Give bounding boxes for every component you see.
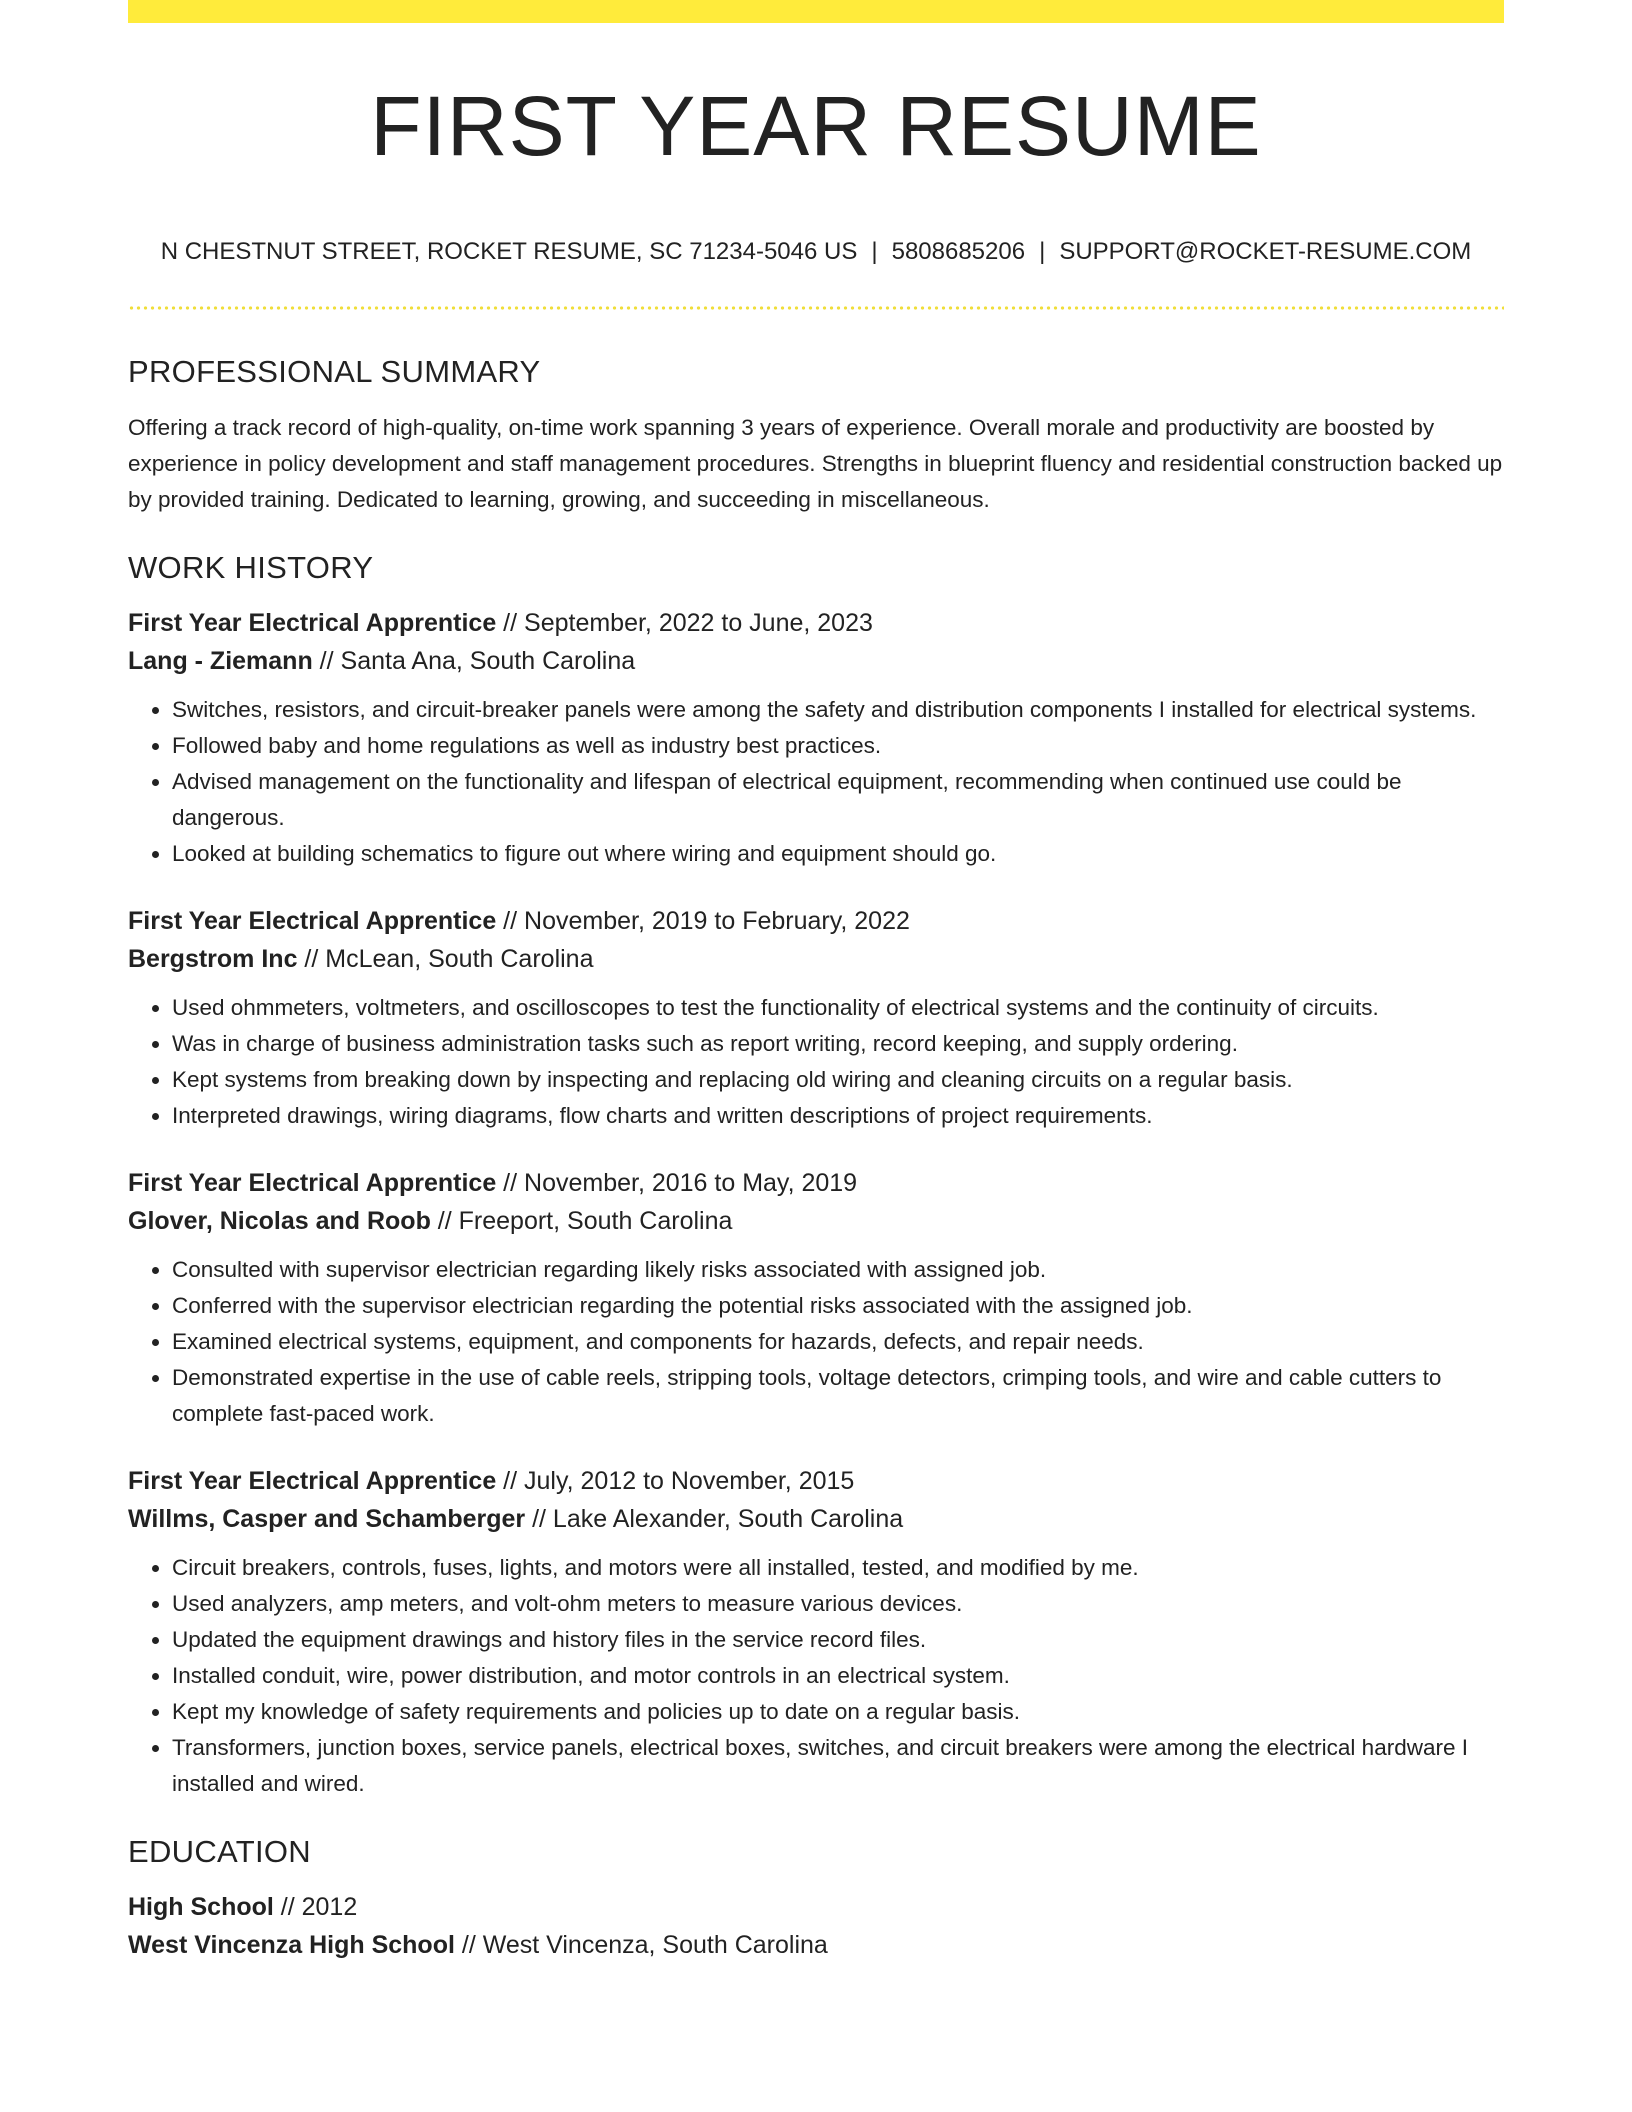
job-entry xyxy=(128,902,1504,1134)
resume-content xyxy=(128,354,1504,1964)
job-dates: // September, 2022 to June, 2023 xyxy=(496,609,873,637)
job-location: // McLean, South Carolina xyxy=(297,945,594,973)
list-item: • Followed baby and home regulations as well as industry best practices. xyxy=(172,728,1504,764)
contact-separator: | xyxy=(871,238,878,265)
job-company-line xyxy=(128,1500,1504,1538)
list-item: • Used analyzers, amp meters, and volt-ohm meters to measure various devices. xyxy=(172,1586,1504,1622)
contact-line xyxy=(128,238,1504,266)
list-item: • Kept systems from breaking down by inspecting and replacing old wiring and cleaning circuits on a regular basis. xyxy=(172,1062,1504,1098)
job-company: Lang - Ziemann xyxy=(128,647,313,675)
dotted-divider xyxy=(128,306,1504,310)
job-dates: // November, 2016 to May, 2019 xyxy=(496,1169,858,1197)
job-location: // Lake Alexander, South Carolina xyxy=(525,1505,904,1533)
list-item: • Switches, resistors, and circuit-breaker panels were among the safety and distribution components I installed for electrical systems. xyxy=(172,692,1504,728)
list-item: • Interpreted drawings, wiring diagrams, flow charts and written descriptions of project requirements. xyxy=(172,1098,1504,1134)
job-location: // Santa Ana, South Carolina xyxy=(312,647,636,675)
list-item: • Kept my knowledge of safety requirements and policies up to date on a regular basis. xyxy=(172,1694,1504,1730)
list-item: • Used ohmmeters, voltmeters, and oscilloscopes to test the functionality of electrical systems and the continuity of circuits. xyxy=(172,990,1504,1026)
job-dates: // November, 2019 to February, 2022 xyxy=(496,907,910,935)
job-entry xyxy=(128,604,1504,872)
job-company: Willms, Casper and Schamberger xyxy=(128,1505,526,1533)
list-item: • Consulted with supervisor electrician regarding likely risks associated with assigned job. xyxy=(172,1252,1504,1288)
resume-title: FIRST YEAR RESUME xyxy=(370,79,1262,173)
contact-address: N CHESTNUT STREET, ROCKET RESUME, SC 71234-5046 US xyxy=(160,238,858,265)
job-company-line xyxy=(128,1202,1504,1240)
education-location: // West Vincenza, South Carolina xyxy=(454,1931,828,1959)
list-item: • Conferred with the supervisor electrician regarding the potential risks associated with the assigned job. xyxy=(172,1288,1504,1324)
work-history-section xyxy=(128,550,1504,1802)
job-entry xyxy=(128,1164,1504,1432)
top-accent-bar xyxy=(128,0,1504,23)
contact-phone: 5808685206 xyxy=(891,238,1026,265)
summary-section xyxy=(128,354,1504,518)
section-heading-summary: PROFESSIONAL SUMMARY xyxy=(128,354,541,389)
job-bullets xyxy=(128,692,1504,872)
education-school-line xyxy=(128,1926,1504,1964)
job-company-line xyxy=(128,642,1504,680)
list-item: • Circuit breakers, controls, fuses, lights, and motors were all installed, tested, and modified by me. xyxy=(172,1550,1504,1586)
job-title-line xyxy=(128,902,1504,940)
list-item: • Demonstrated expertise in the use of cable reels, stripping tools, voltage detectors, crimping tools, and wire and cable cutters to complete fast-paced work. xyxy=(172,1360,1504,1432)
job-title: First Year Electrical Apprentice xyxy=(128,907,497,935)
job-title-line xyxy=(128,1462,1504,1500)
job-location: // Freeport, South Carolina xyxy=(430,1207,733,1235)
job-dates: // July, 2012 to November, 2015 xyxy=(496,1467,855,1495)
education-year: // 2012 xyxy=(273,1893,358,1921)
list-item: • Was in charge of business administration tasks such as report writing, record keeping, and supply ordering. xyxy=(172,1026,1504,1062)
list-item: • Transformers, junction boxes, service panels, electrical boxes, switches, and circuit breakers were among the electrical hardware I installed and wired. xyxy=(172,1730,1504,1802)
job-title-line xyxy=(128,604,1504,642)
job-entry xyxy=(128,1462,1504,1802)
summary-text: Offering a track record of high-quality, on-time work spanning 3 years of experience. Overall morale and productivity are boosted by experience in policy development and staff management procedures. Strengths in blueprint fluency and residential construction backed up by provided training. Dedicated to learning, growing, and succeeding in miscellaneous. xyxy=(128,415,1503,512)
job-title-line xyxy=(128,1164,1504,1202)
job-bullets xyxy=(128,990,1504,1134)
education-school: West Vincenza High School xyxy=(128,1931,455,1959)
job-company: Glover, Nicolas and Roob xyxy=(128,1207,431,1235)
section-heading-education: EDUCATION xyxy=(128,1834,311,1869)
list-item: • Examined electrical systems, equipment, and components for hazards, defects, and repair needs. xyxy=(172,1324,1504,1360)
education-section xyxy=(128,1834,1504,1964)
job-bullets xyxy=(128,1550,1504,1802)
list-item: • Updated the equipment drawings and history files in the service record files. xyxy=(172,1622,1504,1658)
list-item: • Looked at building schematics to figure out where wiring and equipment should go. xyxy=(172,836,1504,872)
job-company: Bergstrom Inc xyxy=(128,945,298,973)
education-degree: High School xyxy=(128,1893,274,1921)
list-item: • Advised management on the functionality and lifespan of electrical equipment, recommending when continued use could be dangerous. xyxy=(172,764,1504,836)
section-heading-work: WORK HISTORY xyxy=(128,550,374,585)
education-degree-line xyxy=(128,1888,1504,1926)
job-company-line xyxy=(128,940,1504,978)
job-bullets xyxy=(128,1252,1504,1432)
job-title: First Year Electrical Apprentice xyxy=(128,609,497,637)
job-title: First Year Electrical Apprentice xyxy=(128,1169,497,1197)
contact-separator: | xyxy=(1039,238,1046,265)
contact-email: SUPPORT@ROCKET-RESUME.COM xyxy=(1059,238,1472,265)
list-item: • Installed conduit, wire, power distribution, and motor controls in an electrical system. xyxy=(172,1658,1504,1694)
job-title: First Year Electrical Apprentice xyxy=(128,1467,497,1495)
